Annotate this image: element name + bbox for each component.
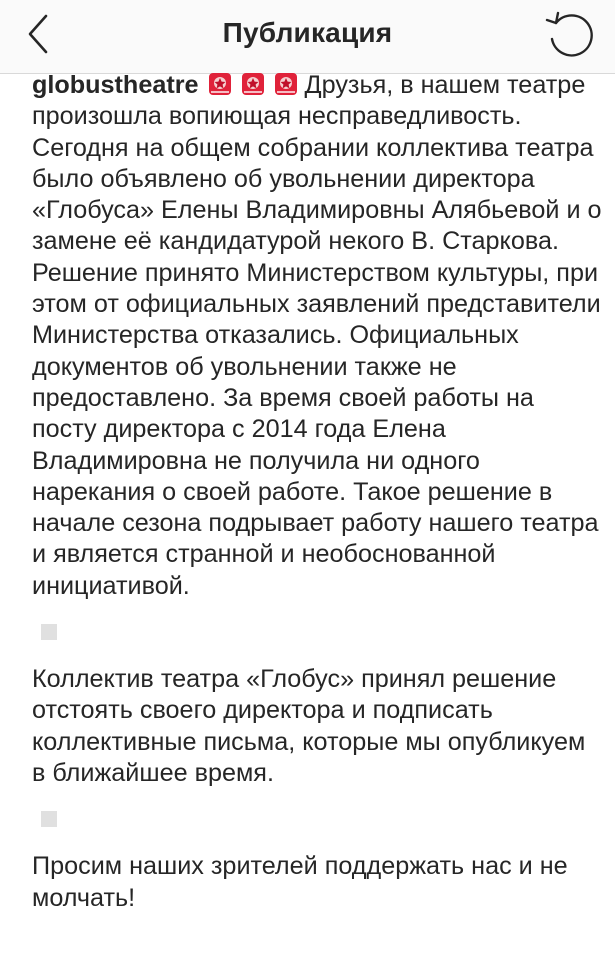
refresh-icon (543, 8, 595, 60)
separator-square-icon (41, 811, 57, 827)
paragraph-separator (32, 789, 602, 851)
refresh-button[interactable] (543, 8, 595, 60)
post-caption (32, 70, 602, 914)
caption-text-2: Коллектив театра «Глобус» принял решение отстоять своего директора и подписать коллективные письма, которые мы опубликуем в ближайшее время. (32, 665, 586, 787)
page-title: Публикация (222, 17, 393, 48)
username-link[interactable]: globustheatre (32, 71, 199, 99)
theatre-emoji-icon (241, 72, 265, 96)
theatre-emoji-icon (208, 72, 232, 96)
caption-text-1: Друзья, в нашем театре произошла вопиющая несправедливость. Сегодня на общем собрании коллектива театра было объявлено об увольнении директора «Глобуса» Елены Владимировны Алябьевой и о замене её кандидатурой некого В. Старкова. Решение принято Министерством культуры, при этом от официальных заявлений представители Министерства отказались. Официальных документов об увольнении также не предоставлено. За время своей работы на посту директора с 2014 года Елена Владимировна не получила ни одного нарекания о своей работе. Такое решение в начале сезона подрывает работу нашего театра и является странной и необоснованной инициативой. (32, 71, 602, 600)
separator-square-icon (41, 624, 57, 640)
theatre-emoji-icon (274, 72, 298, 96)
paragraph-separator (32, 602, 602, 664)
top-nav-bar (0, 0, 615, 74)
caption-text-3: Просим наших зрителей поддержать нас и не молчать! (32, 852, 568, 912)
caption-paragraph (32, 70, 602, 602)
